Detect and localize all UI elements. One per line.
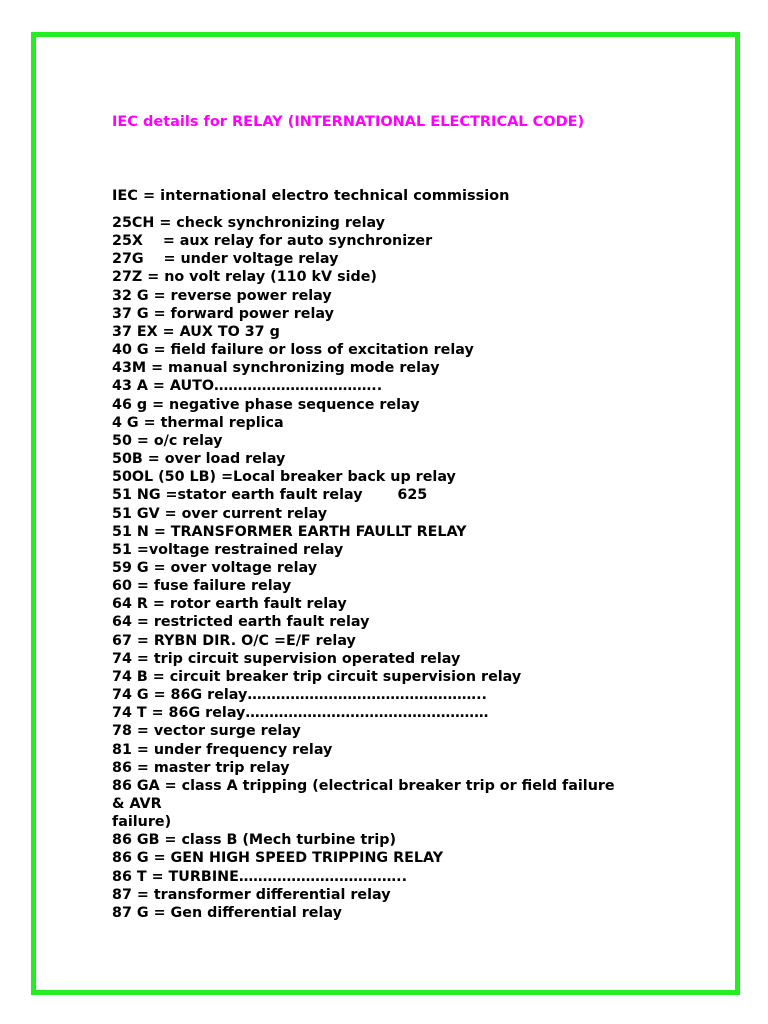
relay-code-line: 78 = vector surge relay [112, 723, 301, 740]
page-border [31, 32, 740, 995]
relay-code-line: 64 = restricted earth fault relay [112, 614, 370, 631]
relay-code-line: 4 G = thermal replica [112, 414, 284, 431]
document-heading: IEC details for RELAY (INTERNATIONAL ELECTRICAL CODE) [112, 114, 585, 130]
relay-code-line: 46 g = negative phase sequence relay [112, 396, 420, 413]
relay-code-line: 67 = RYBN DIR. O/C =E/F relay [112, 632, 356, 649]
relay-code-line: 43M = manual synchronizing mode relay [112, 360, 440, 377]
relay-code-line: 51 NG =stator earth fault relay 625 [112, 487, 428, 504]
relay-code-line: 86 GA = class A tripping (electrical breaker trip or field failure [112, 777, 615, 794]
relay-code-line: 87 = transformer differential relay [112, 886, 391, 903]
document-content [112, 113, 672, 921]
relay-code-line: 86 G = GEN HIGH SPEED TRIPPING RELAY [112, 850, 444, 867]
relay-code-line: 59 G = over voltage relay [112, 559, 318, 576]
relay-code-line: 74 B = circuit breaker trip circuit supervision relay [112, 668, 522, 685]
relay-code-line: 37 G = forward power relay [112, 305, 334, 322]
relay-code-line: 32 G = reverse power relay [112, 287, 332, 304]
relay-code-line: 87 G = Gen differential relay [112, 904, 342, 921]
relay-code-line: 27G = under voltage relay [112, 251, 339, 268]
relay-code-line: 25CH = check synchronizing relay [112, 215, 385, 231]
relay-code-line: 27Z = no volt relay (110 kV side) [112, 269, 377, 286]
relay-code-line: 74 = trip circuit supervision operated relay [112, 650, 461, 667]
relay-code-line: & AVR [112, 796, 162, 812]
relay-code-line: 86 T = TURBINE…………………………….. [112, 868, 408, 885]
relay-code-line: 86 = master trip relay [112, 759, 290, 776]
relay-code-line: 50B = over load relay [112, 451, 286, 468]
iec-definition: IEC = international electro technical commission [112, 188, 510, 204]
relay-code-line: 43 A = AUTO…………………………….. [112, 378, 383, 395]
relay-code-line: failure) [112, 814, 172, 831]
relay-code-line: 50 = o/c relay [112, 432, 223, 449]
relay-code-line: 81 = under frequency relay [112, 741, 333, 758]
relay-code-line: 50OL (50 LB) =Local breaker back up relay [112, 469, 456, 486]
relay-code-line: 74 T = 86G relay…………………………………………… [112, 705, 489, 722]
relay-code-line: 86 GB = class B (Mech turbine trip) [112, 832, 397, 849]
relay-code-line: 25X = aux relay for auto synchronizer [112, 233, 433, 250]
relay-code-line: 51 N = TRANSFORMER EARTH FAULLT RELAY [112, 523, 467, 540]
relay-code-list [112, 214, 672, 922]
relay-code-line: 60 = fuse failure relay [112, 578, 292, 595]
relay-code-line: 37 EX = AUX TO 37 g [112, 323, 280, 340]
relay-code-line: 51 GV = over current relay [112, 505, 328, 522]
relay-code-line: 51 =voltage restrained relay [112, 541, 344, 558]
relay-code-line: 64 R = rotor earth fault relay [112, 596, 347, 613]
relay-code-line: 74 G = 86G relay………………………………………….. [112, 687, 487, 704]
relay-code-line: 40 G = field failure or loss of excitation relay [112, 342, 474, 359]
